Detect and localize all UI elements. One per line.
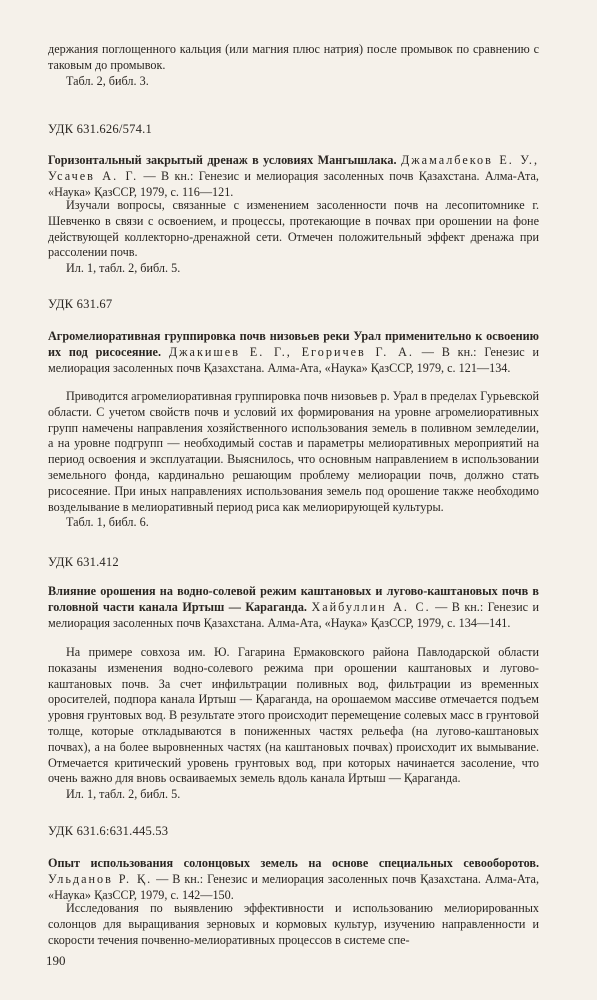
entry-abstract	[48, 645, 539, 803]
top-continuation	[48, 42, 539, 89]
entry-heading	[48, 329, 539, 376]
entry-abstract	[48, 198, 539, 277]
entry-source: — В кн.: Генезис и мелиорация засоленных почв Қазахстана. Алма-Ата, «Наука» ҚазССР, 1979, с. 116—121.	[48, 168, 539, 199]
entry-title: Влияние орошения на водно-солевой режим каштановых и лугово-каштановых почв в головной части канала Иртыш — Караганда.	[48, 584, 539, 614]
entry-abstract	[48, 901, 539, 948]
udk-code: УДК 631.6:631.445.53	[48, 824, 169, 838]
entry-title: Горизонтальный закрытый дренаж в условиях Мангышлака.	[48, 153, 397, 167]
entry-authors: Ульданов Р. Қ.	[48, 871, 153, 886]
entry-heading	[48, 153, 539, 200]
entry-authors: Хайбуллин А. С.	[311, 599, 431, 614]
entry-heading	[48, 584, 539, 631]
page-number: 190	[46, 953, 66, 968]
abstract-text: Исследования по выявлению эффективности и использованию мелиорированных солонцов для выращивания зерновых и кормовых культур, изучению направленности и скорости течения почвенно-мелиоративных процессов в системе спе-	[48, 901, 539, 947]
entry-authors: Джамалбеков Е. У., Усачев А. Г.	[48, 153, 539, 183]
entry-abstract	[48, 389, 539, 531]
entry-source: — В кн.: Генезис и мелиорация засоленных почв Қазахстана. Алма-Ата, «Наука» ҚазССР, 1979, с. 142—150.	[48, 871, 539, 902]
abstract-text: Приводится агромелиоративная группировка почв низовьев р. Урал в пределах Гурьевской области. С учетом свойств почв и условий их формирования на уровне агромелиоративных групп намечены направления хозяйственного использования земель в поливном земледелии, а на уровне подгрупп — необходимый состав и параметры мелиоративных мероприятий на период освоения и эксплуатации. Выяснилось, что основным направлением в использовании земельного фонда, кардинально решающим проблему мелиорации почв, должно стать рисосеяние. При иных направлениях использования земель под орошение также необходимо возделывание в мелиоративный период риса как мелиорирующей культуры.	[48, 389, 539, 514]
entry-title: Опыт использования солонцовых земель на основе специальных севооборотов.	[48, 856, 539, 870]
entry-title: Агромелиоративная группировка почв низовьев реки Урал применительно к освоению их под рисосеяние.	[48, 329, 539, 359]
abstract-text: На примере совхоза им. Ю. Гагарина Ермаковского района Павлодарской области показаны изменения водно-солевого режима при орошении каштановых и лугово-каштановых почв. За счет инфильтрации поливных вод, фильтрации из временных оросителей, подпора канала Иртыш — Қараганда, на орошаемом массиве отмечается подъем уровня грунтовых вод. В результате этого происходит перемещение солевых масс в грунтовой толще, которые откладываются в пониженных частях рельефа (на лугово-каштановых почвах), а на более выровненных частях (на каштановых почвах) происходит их вымывание. Отмечается критический уровень грунтовых вод, при которых начинается засоление, что очень важно для вновь осваиваемых земель вдоль канала Иртыш — Қараганда.	[48, 645, 539, 786]
entry-heading	[48, 856, 539, 903]
continuation-text: держания поглощенного кальция (или магния плюс натрия) после промывок по сравнению с таковым до промывок.	[48, 42, 539, 72]
entry-source: — В кн.: Генезис и мелиорация засоленных почв Қазахстана. Алма-Ата, «Наука» ҚазССР, 1979, с. 121—134.	[48, 344, 540, 375]
entry-reference: Табл. 1, библ. 6.	[66, 515, 149, 530]
udk-code: УДК 631.626/574.1	[48, 122, 152, 136]
entry-source: — В кн.: Генезис и мелиорация засоленных почв Қазахстана. Алма-Ата, «Наука» ҚазССР, 1979, с. 134—141.	[48, 599, 540, 630]
entry-reference: Ил. 1, табл. 2, библ. 5.	[66, 261, 181, 276]
entry-reference: Ил. 1, табл. 2, библ. 5.	[66, 787, 181, 802]
continuation-reference: Табл. 2, библ. 3.	[66, 73, 149, 88]
udk-code: УДК 631.412	[48, 555, 119, 569]
entry-authors: Джакишев Е. Г., Егоричев Г. А.	[168, 344, 414, 359]
udk-code: УДК 631.67	[48, 297, 113, 311]
abstract-text: Изучали вопросы, связанные с изменением засоленности почв на лесопитомнике г. Шевченко в связи с освоением, и процессы, протекающие в почвах при орошении на фоне действующей коллекторно-дренажной сети. Отмечен положительный эффект дренажа при рассолении почв.	[48, 198, 539, 260]
